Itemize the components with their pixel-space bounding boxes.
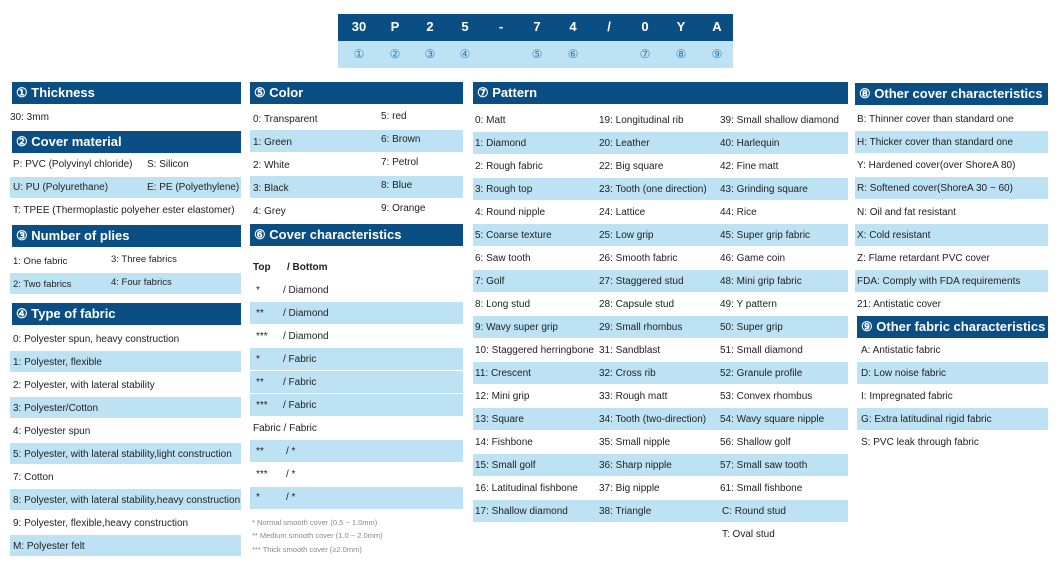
pattern-item: 33: Rough matt bbox=[599, 391, 668, 402]
code-char: / bbox=[607, 19, 611, 34]
code-char: 30 bbox=[351, 19, 367, 34]
fabric-type-item: 3: Polyester/Cotton bbox=[13, 403, 99, 414]
other-fabric-item: A: Antistatic fabric bbox=[861, 345, 941, 356]
cover-char-bottom: / Diamond bbox=[283, 308, 329, 319]
cover-char-bottom: / * bbox=[286, 492, 296, 503]
pattern-item: 12: Mini grip bbox=[475, 391, 530, 402]
pattern-item: 24: Lattice bbox=[599, 207, 646, 218]
pattern-item: 17: Shallow diamond bbox=[475, 506, 568, 517]
pattern-item: 8: Long stud bbox=[475, 299, 531, 310]
thickness-value: 30: 3mm bbox=[10, 112, 49, 123]
fabric-type-item: 5: Polyester, with lateral stability,light construction bbox=[13, 449, 232, 460]
cover-char-fabric-heading: Fabric / Fabric bbox=[253, 423, 317, 434]
code-char: P bbox=[390, 19, 400, 34]
cover-char-top: * bbox=[256, 354, 260, 365]
fabric-type-item: 4: Polyester spun bbox=[13, 426, 91, 437]
fabric-type-item: 8: Polyester, with lateral stability,heavy construction bbox=[13, 495, 241, 506]
pattern-item: C: Round stud bbox=[722, 506, 786, 517]
cover-char-bottom-heading: / Bottom bbox=[287, 262, 328, 273]
cover-char-bottom: / Fabric bbox=[283, 354, 317, 365]
cover-material-item: U: PU (Polyurethane) bbox=[13, 182, 109, 193]
code-marker: ⑥ bbox=[567, 47, 579, 61]
pattern-item: 49: Y pattern bbox=[720, 299, 777, 310]
pattern-item: 25: Low grip bbox=[599, 230, 654, 241]
pattern-item: 14: Fishbone bbox=[475, 437, 533, 448]
code-marker: ① bbox=[353, 47, 365, 61]
code-char: 2 bbox=[426, 19, 434, 34]
code-marker: ② bbox=[389, 47, 401, 61]
cover-char-top: ** bbox=[256, 377, 264, 388]
thickness-header: ① Thickness bbox=[12, 82, 241, 104]
product-code-bar bbox=[338, 14, 733, 68]
other-cover-item: FDA: Comply with FDA requirements bbox=[857, 276, 1021, 287]
pattern-item: 54: Wavy square nipple bbox=[720, 414, 825, 425]
pattern-item: 38: Triangle bbox=[599, 506, 652, 517]
pattern-item: 26: Smooth fabric bbox=[599, 253, 678, 264]
code-marker: ④ bbox=[459, 47, 471, 61]
cover-material-item: T: TPEE (Thermoplastic polyeher ester elastomer) bbox=[13, 205, 235, 216]
pattern-header: ⑦ Pattern bbox=[473, 82, 848, 104]
pattern-item: 2: Rough fabric bbox=[475, 161, 543, 172]
other-cover-item: B: Thinner cover than standard one bbox=[857, 114, 1014, 125]
fabric-type-item: 9: Polyester, flexible,heavy construction bbox=[13, 518, 189, 529]
fabric-type-item: 0: Polyester spun, heavy construction bbox=[13, 334, 180, 345]
pattern-item: 32: Cross rib bbox=[599, 368, 656, 379]
pattern-item: 44: Rice bbox=[720, 207, 757, 218]
pattern-item: 48: Mini grip fabric bbox=[720, 276, 802, 287]
other-fabric-item: G: Extra latitudinal rigid fabric bbox=[861, 414, 992, 425]
code-marker: ③ bbox=[424, 47, 436, 61]
plies-item: 4: Four fabrics bbox=[111, 277, 172, 288]
pattern-item: 9: Wavy super grip bbox=[475, 322, 558, 333]
cover-material-item: S: Silicon bbox=[147, 159, 189, 170]
code-marker: ⑨ bbox=[711, 47, 723, 61]
other-cover-item: Y: Hardened cover(over ShoreA 80) bbox=[857, 160, 1016, 171]
row-band bbox=[473, 132, 848, 154]
pattern-item: 51: Small diamond bbox=[720, 345, 803, 356]
pattern-item: 27: Staggered stud bbox=[599, 276, 684, 287]
color-item: 4: Grey bbox=[253, 206, 286, 217]
pattern-item: 61: Small fishbone bbox=[720, 483, 803, 494]
pattern-item: 37: Big nipple bbox=[599, 483, 660, 494]
pattern-item: 5: Coarse texture bbox=[475, 230, 552, 241]
row-band bbox=[250, 302, 463, 324]
pattern-item: 6: Saw tooth bbox=[475, 253, 531, 264]
cover-char-bottom: / Diamond bbox=[283, 285, 329, 296]
code-char: 0 bbox=[641, 19, 649, 34]
other-cover-item: 21: Antistatic cover bbox=[857, 299, 941, 310]
row-band bbox=[250, 371, 463, 393]
pattern-item: 50: Super grip bbox=[720, 322, 783, 333]
other-fabric-item: D: Low noise fabric bbox=[861, 368, 947, 379]
fabric-type-header: ④ Type of fabric bbox=[12, 303, 241, 325]
pattern-item: 46: Game coin bbox=[720, 253, 786, 264]
pattern-item: 16: Latitudinal fishbone bbox=[475, 483, 578, 494]
color-item: 9: Orange bbox=[381, 203, 426, 214]
pattern-item: 42: Fine matt bbox=[720, 161, 779, 172]
cover-char-note: * Normal smooth cover (0.5 ~ 1.0mm) bbox=[252, 518, 378, 527]
cover-char-top: *** bbox=[256, 331, 268, 342]
pattern-item: 36: Sharp nipple bbox=[599, 460, 672, 471]
other-cover-item: X: Cold resistant bbox=[857, 230, 931, 241]
pattern-item: 43: Grinding square bbox=[720, 184, 808, 195]
row-band bbox=[250, 394, 463, 416]
code-marker: ⑦ bbox=[639, 47, 651, 61]
pattern-item: 22: Big square bbox=[599, 161, 664, 172]
code-char: 5 bbox=[461, 19, 469, 34]
fabric-type-item: 2: Polyester, with lateral stability bbox=[13, 380, 155, 391]
pattern-item: T: Oval stud bbox=[722, 529, 775, 540]
color-item: 8: Blue bbox=[381, 180, 413, 191]
pattern-item: 3: Rough top bbox=[475, 184, 533, 195]
cover-char-note: *** Thick smooth cover (≥2.0mm) bbox=[252, 545, 362, 554]
fabric-type-item: 7: Cotton bbox=[13, 472, 54, 483]
plies-item: 2: Two fabrics bbox=[13, 279, 72, 290]
code-char: 4 bbox=[569, 19, 577, 34]
pattern-item: 39: Small shallow diamond bbox=[720, 115, 839, 126]
other-fabric-header: ⑨ Other fabric characteristics bbox=[857, 316, 1048, 338]
color-item: 7: Petrol bbox=[381, 157, 419, 168]
pattern-item: 40: Harlequin bbox=[720, 138, 780, 149]
cover-char-top: ** bbox=[256, 308, 264, 319]
row-band bbox=[250, 440, 463, 462]
code-char: 7 bbox=[533, 19, 541, 34]
plies-item: 3: Three fabrics bbox=[111, 254, 177, 265]
pattern-item: 7: Golf bbox=[475, 276, 505, 287]
pattern-item: 19: Longitudinal rib bbox=[599, 115, 684, 126]
cover-char-bottom: / * bbox=[286, 446, 296, 457]
code-marker: ⑤ bbox=[531, 47, 543, 61]
code-char: - bbox=[498, 19, 504, 34]
pattern-item: 57: Small saw tooth bbox=[720, 460, 808, 471]
cover-char-top: *** bbox=[256, 400, 268, 411]
pattern-item: 29: Small rhombus bbox=[599, 322, 683, 333]
pattern-item: 52: Granule profile bbox=[720, 368, 803, 379]
other-cover-item: H: Thicker cover than standard one bbox=[857, 137, 1014, 148]
color-header: ⑤ Color bbox=[250, 82, 463, 104]
row-band bbox=[250, 348, 463, 370]
pattern-item: 31: Sandblast bbox=[599, 345, 661, 356]
pattern-item: 10: Staggered herringbone bbox=[475, 345, 594, 356]
cover-char-top: ** bbox=[256, 446, 264, 457]
pattern-item: 53: Convex rhombus bbox=[720, 391, 813, 402]
pattern-item: 28: Capsule stud bbox=[599, 299, 675, 310]
other-cover-item: R: Softened cover(ShoreA 30 ~ 60) bbox=[857, 183, 1013, 194]
cover-char-bottom: / Fabric bbox=[283, 377, 317, 388]
pattern-item: 1: Diamond bbox=[475, 138, 527, 149]
cover-char-bottom: / Diamond bbox=[283, 331, 329, 342]
row-band bbox=[250, 487, 463, 509]
code-char: Y bbox=[676, 19, 686, 34]
color-item: 1: Green bbox=[253, 137, 292, 148]
color-item: 3: Black bbox=[253, 183, 289, 194]
color-item: 2: White bbox=[253, 160, 290, 171]
pattern-item: 45: Super grip fabric bbox=[720, 230, 811, 241]
pattern-item: 13: Square bbox=[475, 414, 524, 425]
cover-char-top: * bbox=[256, 285, 260, 296]
cover-material-item: E: PE (Polyethylene) bbox=[147, 182, 240, 193]
other-cover-header: ⑧ Other cover characteristics bbox=[855, 83, 1048, 105]
cover-char-top-heading: Top bbox=[253, 262, 271, 273]
plies-header: ③ Number of plies bbox=[12, 225, 241, 247]
pattern-item: 20: Leather bbox=[599, 138, 650, 149]
fabric-type-item: 1: Polyester, flexible bbox=[13, 357, 102, 368]
fabric-type-item: M: Polyester felt bbox=[13, 541, 85, 552]
cover-material-item: P: PVC (Polyvinyl chloride) bbox=[13, 159, 133, 170]
color-item: 0: Transparent bbox=[253, 114, 318, 125]
other-fabric-item: S: PVC leak through fabric bbox=[861, 437, 979, 448]
cover-char-bottom: / Fabric bbox=[283, 400, 317, 411]
cover-char-bottom: / * bbox=[286, 469, 296, 480]
pattern-item: 23: Tooth (one direction) bbox=[599, 184, 707, 195]
color-item: 6: Brown bbox=[381, 134, 421, 145]
pattern-item: 11: Crescent bbox=[475, 368, 531, 379]
other-cover-item: Z: Flame retardant PVC cover bbox=[857, 253, 990, 264]
pattern-item: 0: Matt bbox=[475, 115, 506, 126]
code-markers-row bbox=[338, 41, 733, 68]
cover-material-header: ② Cover material bbox=[12, 131, 241, 153]
pattern-item: 4: Round nipple bbox=[475, 207, 546, 218]
pattern-item: 35: Small nipple bbox=[599, 437, 671, 448]
cover-char-top: * bbox=[256, 492, 260, 503]
plies-item: 1: One fabric bbox=[13, 256, 68, 267]
code-marker: ⑧ bbox=[675, 47, 687, 61]
other-cover-item: N: Oil and fat resistant bbox=[857, 207, 956, 218]
other-fabric-item: I: Impregnated fabric bbox=[861, 391, 953, 402]
pattern-item: 34: Tooth (two-direction) bbox=[599, 414, 707, 425]
code-characters-row bbox=[338, 14, 733, 41]
cover-char-note: ** Medium smooth cover (1.0 ~ 2.0mm) bbox=[252, 531, 383, 540]
pattern-item: 56: Shallow golf bbox=[720, 437, 791, 448]
cover-char-header: ⑥ Cover characteristics bbox=[250, 224, 463, 246]
color-item: 5: red bbox=[381, 111, 407, 122]
code-char: A bbox=[712, 19, 722, 34]
pattern-item: 15: Small golf bbox=[475, 460, 536, 471]
cover-char-top: *** bbox=[256, 469, 268, 480]
